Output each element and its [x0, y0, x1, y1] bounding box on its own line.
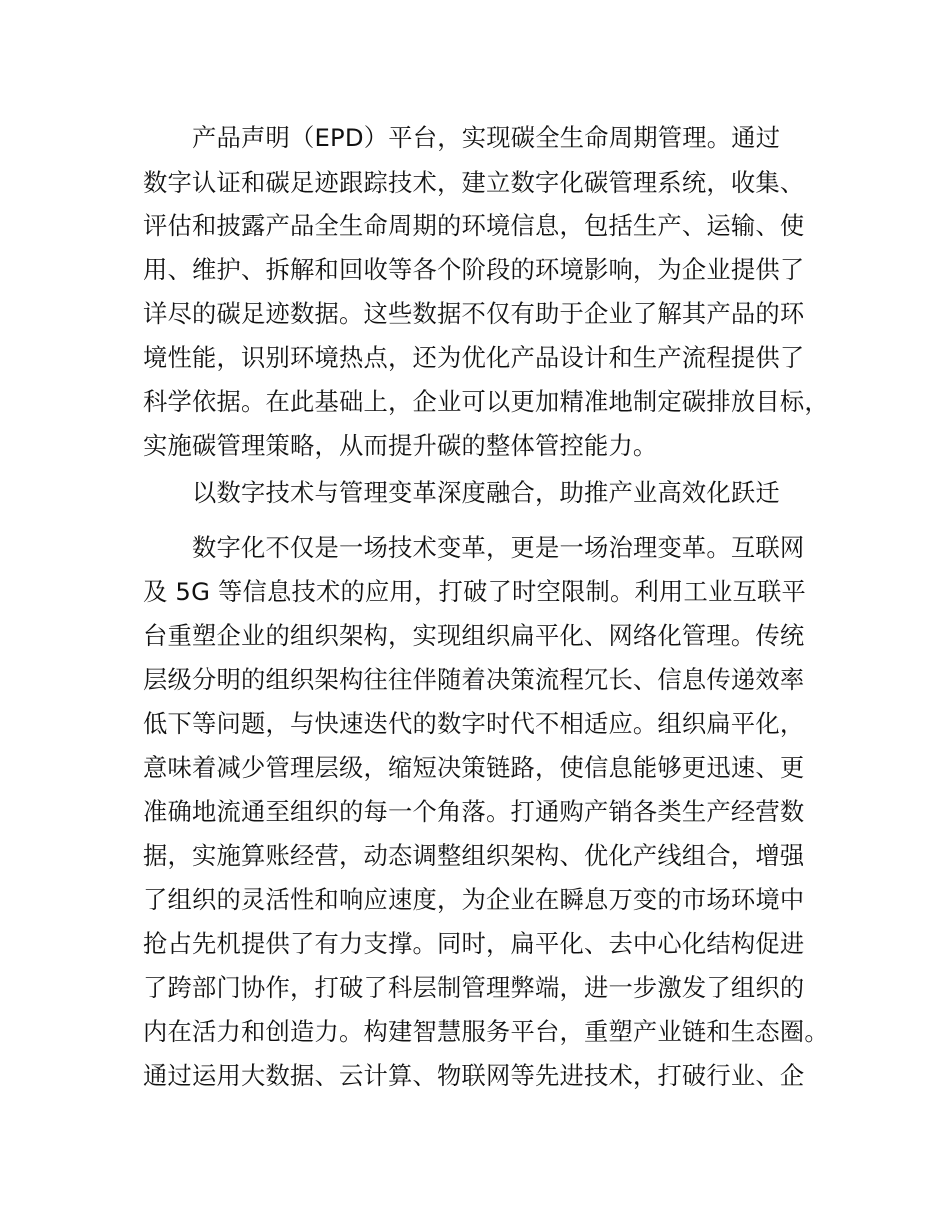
text-line: 低下等问题，与快速迭代的数字时代不相适应。组织扁平化，	[143, 709, 805, 738]
text-line: 详尽的碳足迹数据。这些数据不仅有助于企业了解其产品的环	[143, 299, 805, 328]
text-line: 评估和披露产品全生命周期的环境信息，包括生产、运输、使	[143, 211, 805, 240]
text-line: 内在活力和创造力。构建智慧服务平台，重塑产业链和生态圈。	[143, 1017, 829, 1046]
text-line: 产品声明（EPD）平台，实现碳全生命周期管理。通过	[192, 123, 781, 152]
text-line: 科学依据。在此基础上，企业可以更加精准地制定碳排放目标，	[143, 387, 829, 416]
text-line: 据，实施算账经营，动态调整组织架构、优化产线组合，增强	[143, 841, 805, 870]
text-line: 数字认证和碳足迹跟踪技术，建立数字化碳管理系统，收集、	[143, 168, 805, 197]
text-line: 抢占先机提供了有力支撑。同时，扁平化、去中心化结构促进	[143, 929, 805, 958]
text-line: 准确地流通至组织的每一个角落。打通购产销各类生产经营数	[143, 797, 805, 826]
text-line: 境性能，识别环境热点，还为优化产品设计和生产流程提供了	[143, 343, 805, 372]
text-line: 用、维护、拆解和回收等各个阶段的环境影响，为企业提供了	[143, 255, 805, 284]
text-line: 台重塑企业的组织架构，实现组织扁平化、网络化管理。传统	[143, 621, 805, 650]
text-line: 了跨部门协作，打破了科层制管理弊端，进一步激发了组织的	[143, 973, 805, 1002]
text-line: 通过运用大数据、云计算、物联网等先进技术，打破行业、企	[143, 1061, 805, 1090]
section-heading: 以数字技术与管理变革深度融合，助推产业高效化跃迁	[192, 478, 780, 507]
text-line: 了组织的灵活性和响应速度，为企业在瞬息万变的市场环境中	[143, 885, 805, 914]
text-line: 层级分明的组织架构往往伴随着决策流程冗长、信息传递效率	[143, 665, 805, 694]
text-line: 实施碳管理策略，从而提升碳的整体管控能力。	[143, 431, 658, 460]
text-line: 及 5G 等信息技术的应用，打破了时空限制。利用工业互联平	[143, 577, 806, 606]
text-line: 数字化不仅是一场技术变革，更是一场治理变革。互联网	[192, 533, 805, 562]
text-line: 意味着减少管理层级，缩短决策链路，使信息能够更迅速、更	[143, 753, 805, 782]
